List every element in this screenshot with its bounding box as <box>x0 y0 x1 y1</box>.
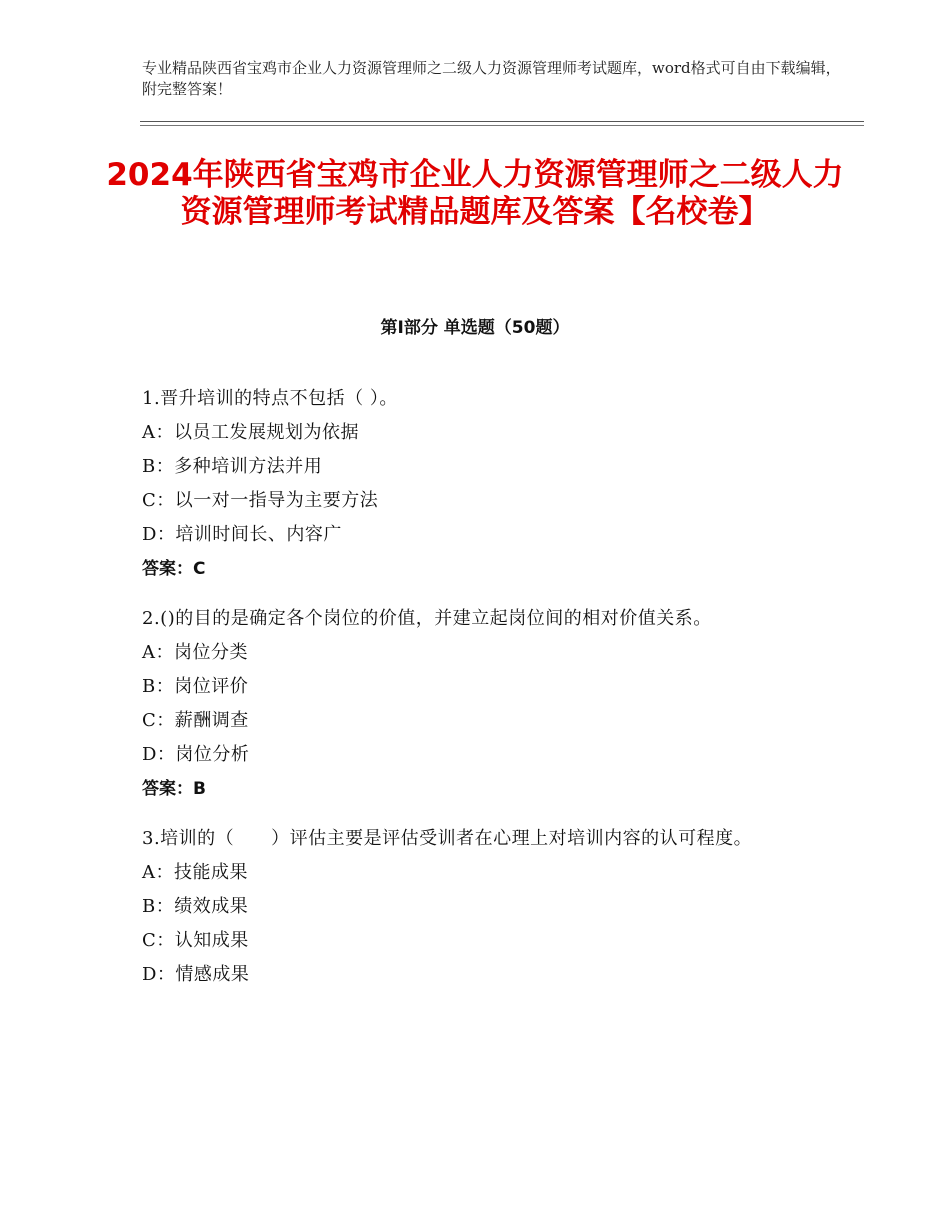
question-2 <box>142 602 802 806</box>
option-c: C：以一对一指导为主要方法 <box>142 490 379 511</box>
question-3 <box>142 822 802 992</box>
option-a: A：以员工发展规划为依据 <box>142 422 359 443</box>
section-heading: 第Ⅰ部分 单选题（50题） <box>380 318 570 338</box>
header-divider-bottom <box>140 125 864 126</box>
question-stem: 3.培训的（ ）评估主要是评估受训者在心理上对培训内容的认可程度。 <box>142 828 753 849</box>
question-stem: 1.晋升培训的特点不包括（ ）。 <box>142 388 398 409</box>
option-d: D：情感成果 <box>142 964 250 985</box>
question-1 <box>142 382 802 586</box>
question-stem: 2.()的目的是确定各个岗位的价值，并建立起岗位间的相对价值关系。 <box>142 608 712 629</box>
option-c: C：认知成果 <box>142 930 249 951</box>
document-title: 2024年陕西省宝鸡市企业人力资源管理师之二级人力资源管理师考试精品题库及答案【名校卷】 <box>106 157 844 230</box>
header-divider-top <box>140 121 864 122</box>
option-b: B：绩效成果 <box>142 896 249 917</box>
answer: 答案：C <box>142 559 206 579</box>
option-a: A：技能成果 <box>142 862 248 883</box>
option-d: D：岗位分析 <box>142 744 250 765</box>
option-d: D：培训时间长、内容广 <box>142 524 342 545</box>
answer: 答案：B <box>142 779 206 799</box>
option-b: B：多种培训方法并用 <box>142 456 323 477</box>
header-note: 专业精品陕西省宝鸡市企业人力资源管理师之二级人力资源管理师考试题库，word格式可自由下载编辑，附完整答案！ <box>142 59 841 98</box>
option-b: B：岗位评价 <box>142 676 249 697</box>
option-c: C：薪酬调查 <box>142 710 249 731</box>
question-list <box>142 382 802 1008</box>
option-a: A：岗位分类 <box>142 642 248 663</box>
